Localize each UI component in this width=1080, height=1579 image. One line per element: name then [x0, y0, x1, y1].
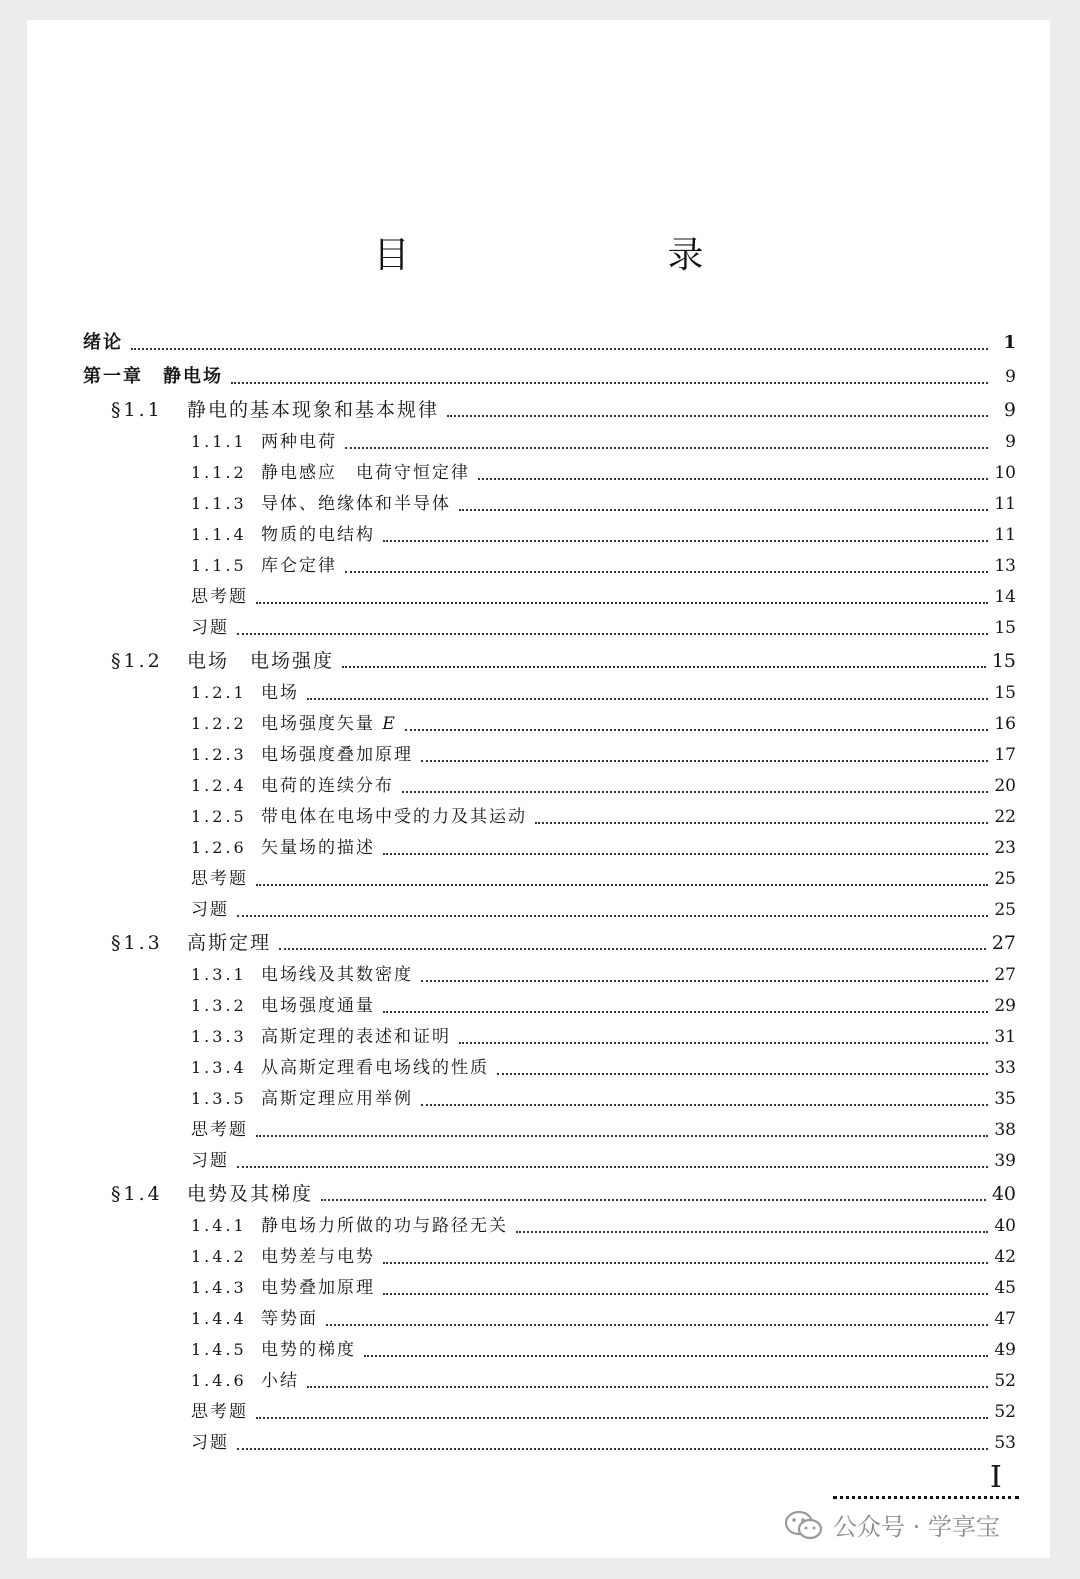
toc-entry-number: §1.1	[111, 399, 163, 421]
document-page	[27, 20, 1050, 1558]
toc-entry[interactable]	[191, 1118, 1016, 1142]
toc-entry-number: 1.3.4	[191, 1058, 247, 1077]
divider	[833, 1496, 1019, 1499]
toc-entry[interactable]	[191, 554, 1016, 578]
toc-entry-number: §1.4	[111, 1183, 163, 1205]
dot-leader	[459, 1039, 988, 1044]
toc-entry-page: 23	[994, 838, 1016, 858]
dot-leader	[405, 726, 988, 731]
page-title: 目 录	[373, 235, 766, 276]
toc-entry-number: 1.1.3	[191, 494, 247, 513]
toc-entry-page: 49	[994, 1340, 1016, 1360]
toc-entry-title: 物质的电结构	[261, 525, 375, 545]
toc-entry-title: 带电体在电场中受的力及其运动	[261, 807, 527, 827]
toc-entry-title: 等势面	[261, 1309, 318, 1329]
toc-entry[interactable]	[111, 649, 1016, 673]
dot-leader	[364, 1352, 988, 1357]
toc-entry-page: 9	[1005, 367, 1016, 387]
toc-entry-title: 电势的梯度	[261, 1340, 356, 1360]
toc-entry-number: 1.3.3	[191, 1027, 247, 1046]
toc-entry-page: 10	[994, 463, 1016, 483]
toc-entry-page: 31	[994, 1027, 1016, 1047]
dot-leader	[383, 1008, 988, 1013]
toc-entry-title: 小结	[261, 1371, 299, 1391]
toc-entry-title: 习题	[191, 618, 229, 638]
dot-leader	[459, 506, 988, 511]
toc-entry[interactable]	[191, 1087, 1016, 1111]
dot-leader	[535, 819, 988, 824]
toc-entry-page: 9	[1003, 399, 1016, 421]
dot-leader	[307, 1383, 988, 1388]
toc-entry-number: §1.2	[111, 650, 163, 672]
toc-entry-page: 15	[994, 683, 1016, 703]
toc-entry-title: 从高斯定理看电场线的性质	[261, 1058, 489, 1078]
toc-entry[interactable]	[191, 805, 1016, 829]
toc-entry-number: 1.2.6	[191, 838, 247, 857]
toc-entry-page: 45	[994, 1278, 1016, 1298]
toc-entry-title: 电势及其梯度	[187, 1183, 314, 1205]
dot-leader	[497, 1070, 988, 1075]
dot-leader	[402, 788, 988, 793]
toc-entry-page: 16	[994, 714, 1016, 734]
toc-entry-page: 29	[994, 996, 1016, 1016]
dot-leader	[421, 757, 988, 762]
dot-leader	[256, 1132, 988, 1137]
dot-leader	[383, 1259, 988, 1264]
toc-entry-page: 53	[994, 1433, 1016, 1453]
dot-leader	[231, 379, 988, 384]
toc-entry-title: 静电的基本现象和基本规律	[187, 399, 440, 421]
toc-entry-number: 1.2.1	[191, 683, 247, 702]
toc-entry-page: 17	[994, 745, 1016, 765]
toc-entry-title: 高斯定理应用举例	[261, 1089, 413, 1109]
toc-entry-number: 1.2.5	[191, 807, 247, 826]
toc-entry-title: 思考题	[191, 587, 248, 607]
toc-entry-title: 第一章 静电场	[83, 366, 223, 387]
toc-entry[interactable]	[191, 836, 1016, 860]
watermark	[783, 1507, 1000, 1542]
toc-entry-page: 52	[994, 1402, 1016, 1422]
toc-entry-title: 电荷的连续分布	[261, 776, 394, 796]
toc-entry-title: 习题	[191, 900, 229, 920]
toc-entry-title: 矢量场的描述	[261, 838, 375, 858]
toc-entry[interactable]	[83, 331, 1016, 355]
toc-entry[interactable]	[191, 774, 1016, 798]
toc-entry-number: 1.1.4	[191, 525, 247, 544]
toc-entry[interactable]	[191, 1338, 1016, 1362]
toc-entry-page: 1	[1003, 332, 1016, 353]
toc-entry-number: 1.2.2	[191, 714, 247, 733]
toc-entry-number: 1.1.1	[191, 432, 247, 451]
toc-entry-title: 电势差与电势	[261, 1247, 375, 1267]
toc-entry[interactable]	[111, 931, 1016, 955]
dot-leader	[237, 1445, 988, 1450]
toc-entry-title: 两种电荷	[261, 432, 337, 452]
page-number: I	[990, 1460, 1002, 1495]
dot-leader	[256, 881, 988, 886]
toc-entry-page: 42	[994, 1247, 1016, 1267]
toc-entry-page: 9	[1005, 432, 1016, 452]
dot-leader	[326, 1321, 988, 1326]
toc-entry[interactable]	[191, 898, 1016, 922]
toc-entry[interactable]	[111, 1182, 1016, 1206]
toc-entry[interactable]	[191, 616, 1016, 640]
toc-entry-number: 1.3.1	[191, 965, 247, 984]
dot-leader	[421, 1101, 988, 1106]
toc-entry-page: 40	[991, 1183, 1016, 1205]
dot-leader	[342, 663, 986, 668]
toc-entry-page: 35	[994, 1089, 1016, 1109]
dot-leader	[421, 977, 988, 982]
toc-entry-number: §1.3	[111, 932, 163, 954]
toc-entry-number: 1.3.5	[191, 1089, 247, 1108]
dot-leader	[279, 945, 986, 950]
toc-entry-title: 电势叠加原理	[261, 1278, 375, 1298]
toc-entry-number: 1.4.1	[191, 1216, 247, 1235]
toc-entry-title: 电场	[261, 683, 299, 703]
toc-entry-number: 1.4.2	[191, 1247, 247, 1266]
toc-entry-number: 1.3.2	[191, 996, 247, 1015]
toc-entry[interactable]	[83, 365, 1016, 389]
toc-entry-number: 1.2.3	[191, 745, 247, 764]
toc-entry[interactable]	[191, 1400, 1016, 1424]
toc-entry-page: 15	[994, 618, 1016, 638]
toc-entry-page: 40	[994, 1216, 1016, 1236]
dot-leader	[321, 1196, 986, 1201]
toc-entry[interactable]	[191, 994, 1016, 1018]
toc-entry-title: 电场强度矢量 E	[261, 714, 397, 734]
toc-entry[interactable]	[191, 1214, 1016, 1238]
toc-entry-title: 高斯定理的表述和证明	[261, 1027, 451, 1047]
toc-entry-number: 1.1.2	[191, 463, 247, 482]
toc-entry-page: 14	[994, 587, 1016, 607]
toc-entry[interactable]	[191, 1245, 1016, 1269]
toc-entry-page: 13	[994, 556, 1016, 576]
toc-entry[interactable]	[191, 523, 1016, 547]
toc-entry-number: 1.2.4	[191, 776, 247, 795]
toc-entry[interactable]	[191, 430, 1016, 454]
toc-entry-title: 绪论	[83, 332, 123, 353]
dot-leader	[478, 475, 988, 480]
toc-entry-page: 27	[991, 932, 1016, 954]
toc-entry-title: 高斯定理	[187, 932, 272, 954]
toc-entry-title: 习题	[191, 1151, 229, 1171]
toc-entry-title: 静电感应 电荷守恒定律	[261, 463, 470, 483]
toc-entry-title: 导体、绝缘体和半导体	[261, 494, 451, 514]
toc-entry-title: 电场 电场强度	[187, 650, 335, 672]
dot-leader	[307, 695, 988, 700]
toc-entry-page: 15	[991, 650, 1016, 672]
toc-entry-title: 电场强度通量	[261, 996, 375, 1016]
toc-entry-number: 1.4.5	[191, 1340, 247, 1359]
dot-leader	[447, 412, 988, 417]
toc-entry-title: 思考题	[191, 869, 248, 889]
dot-leader	[256, 1414, 988, 1419]
toc-entry-page: 22	[994, 807, 1016, 827]
toc-entry-title: 电场线及其数密度	[261, 965, 413, 985]
toc-entry-number: 1.4.4	[191, 1309, 247, 1328]
toc-entry[interactable]	[191, 867, 1016, 891]
toc-entry-page: 47	[994, 1309, 1016, 1329]
dot-leader	[256, 599, 988, 604]
toc-entry-number: 1.4.6	[191, 1371, 247, 1390]
toc-entry-page: 25	[994, 869, 1016, 889]
toc-entry-page: 25	[994, 900, 1016, 920]
toc-entry-title: 静电场力所做的功与路径无关	[261, 1216, 508, 1236]
toc-entry-page: 20	[994, 776, 1016, 796]
toc-entry[interactable]	[191, 1025, 1016, 1049]
toc-entry[interactable]	[191, 1307, 1016, 1331]
toc-entry[interactable]	[111, 398, 1016, 422]
dot-leader	[345, 568, 988, 573]
toc-entry[interactable]	[191, 585, 1016, 609]
dot-leader	[383, 850, 988, 855]
dot-leader	[516, 1228, 988, 1233]
toc-entry-page: 52	[994, 1371, 1016, 1391]
toc-entry[interactable]	[191, 712, 1016, 736]
toc-entry-page: 11	[994, 494, 1016, 514]
toc-entry[interactable]	[191, 681, 1016, 705]
wechat-icon	[783, 1509, 825, 1541]
toc-entry[interactable]	[191, 1149, 1016, 1173]
toc-entry-title: 电场强度叠加原理	[261, 745, 413, 765]
dot-leader	[237, 912, 988, 917]
toc-entry-page: 38	[994, 1120, 1016, 1140]
toc-entry[interactable]	[191, 963, 1016, 987]
dot-leader	[237, 1163, 988, 1168]
toc-entry-title: 习题	[191, 1433, 229, 1453]
toc-entry-number: 1.4.3	[191, 1278, 247, 1297]
toc-entry[interactable]	[191, 1276, 1016, 1300]
toc-entry-page: 27	[994, 965, 1016, 985]
dot-leader	[237, 630, 988, 635]
toc-entry[interactable]	[191, 743, 1016, 767]
table-of-contents	[27, 20, 1050, 1558]
toc-entry[interactable]	[191, 461, 1016, 485]
toc-entry-title: 思考题	[191, 1120, 248, 1140]
dot-leader	[131, 345, 988, 350]
dot-leader	[383, 537, 988, 542]
toc-entry-page: 33	[994, 1058, 1016, 1078]
toc-entry-page: 11	[994, 525, 1016, 545]
toc-entry[interactable]	[191, 492, 1016, 516]
toc-entry-title: 思考题	[191, 1402, 248, 1422]
toc-entry[interactable]	[191, 1431, 1016, 1455]
dot-leader	[383, 1290, 988, 1295]
dot-leader	[345, 444, 988, 449]
toc-entry-number: 1.1.5	[191, 556, 247, 575]
toc-entry-title: 库仑定律	[261, 556, 337, 576]
toc-entry[interactable]	[191, 1369, 1016, 1393]
toc-entry[interactable]	[191, 1056, 1016, 1080]
watermark-text: 公众号 · 学享宝	[833, 1513, 1000, 1541]
toc-entry-page: 39	[994, 1151, 1016, 1171]
